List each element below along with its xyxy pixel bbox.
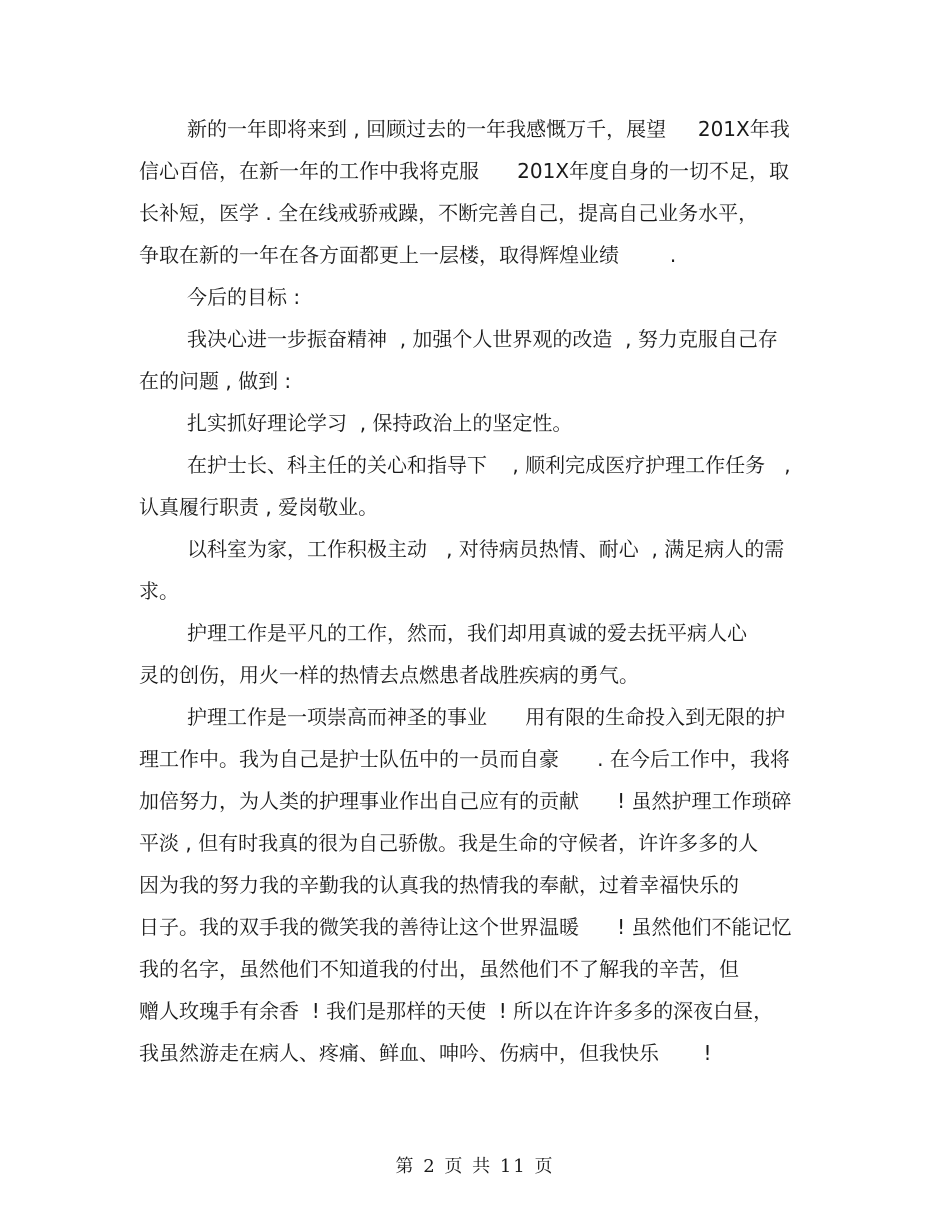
text-line: 今后的目标 :: [187, 285, 301, 309]
text-line: 新的一年即将来到 , 回顾过去的一年我感慨万千，展望 201X年我: [187, 117, 790, 141]
text-line: 我虽然游走在病人、疼痛、鲜血、呻吟、伤病中，但我快乐 !: [139, 1041, 712, 1065]
text-line: 扎实抓好理论学习 , 保持政治上的坚定性。: [187, 411, 573, 435]
text-line: 以科室为家，工作积极主动 , 对待病员热情、耐心 , 满足病人的需: [187, 537, 785, 561]
text-line: 日子。我的双手我的微笑我的善待让这个世界温暖 ! 虽然他们不能记忆: [139, 915, 792, 939]
text-line: 护理工作是平凡的工作，然而，我们却用真诚的爱去抚平病人心: [187, 621, 747, 645]
page-footer: 第 2 页 共 11 页: [395, 1156, 555, 1177]
text-line: 长补短，医学 . 全在线戒骄戒躁，不断完善自己，提高自己业务水平，: [139, 201, 759, 225]
text-line: 在的问题 , 做到 :: [139, 369, 292, 393]
document-body: [139, 111, 799, 1077]
text-line: 信心百倍，在新一年的工作中我将克服 201X年度自身的一切不足，取: [139, 159, 790, 183]
text-line: 我决心进一步振奋精神 , 加强个人世界观的改造 , 努力克服自己存: [187, 327, 778, 351]
text-line: 求。: [139, 579, 179, 603]
text-line: 护理工作是一项崇高而神圣的事业 用有限的生命投入到无限的护: [187, 705, 786, 729]
text-line: 赠人玫瑰手有余香 ! 我们是那样的天使 ! 所以在许许多多的深夜白昼，: [139, 999, 774, 1023]
text-line: 认真履行职责 , 爱岗敬业。: [139, 495, 379, 519]
text-line: 在护士长、科主任的关心和指导下 , 顺利完成医疗护理工作任务 ,: [187, 453, 791, 477]
text-line: 理工作中。我为自己是护士队伍中的一员而自豪 . 在今后工作中，我将: [139, 747, 790, 771]
text-line: 我的名字，虽然他们不知道我的付出，虽然他们不了解我的辛苦，但: [139, 957, 739, 981]
text-line: 加倍努力，为人类的护理事业作出自己应有的贡献 ! 虽然护理工作琐碎: [139, 789, 792, 813]
text-line: 争取在新的一年在各方面都更上一层楼，取得辉煌业绩 .: [139, 243, 677, 267]
text-line: 平淡 , 但有时我真的很为自己骄傲。我是生命的守候者，许许多多的人: [139, 831, 759, 855]
text-line: 灵的创伤，用火一样的热情去点燃患者战胜疾病的勇气。: [139, 663, 639, 687]
text-line: 因为我的努力我的辛勤我的认真我的热情我的奉献，过着幸福快乐的: [139, 873, 739, 897]
